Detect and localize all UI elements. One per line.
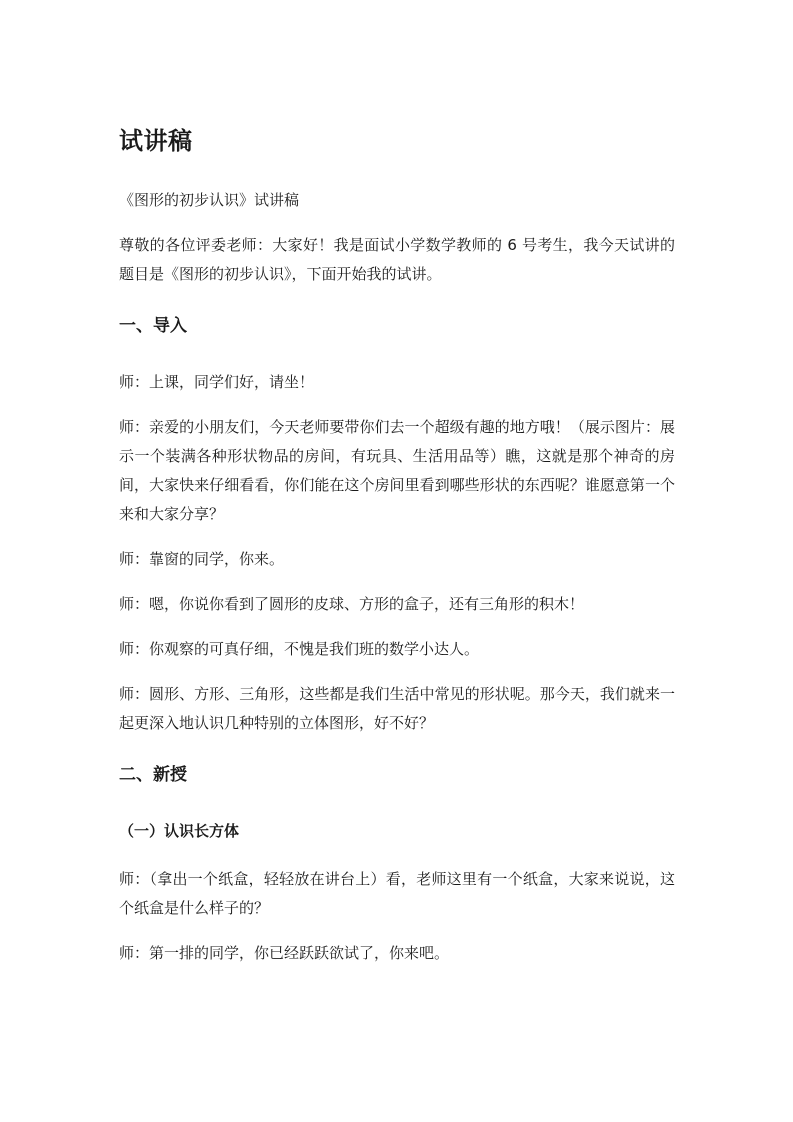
paragraph: 师：上课，同学们好，请坐！ <box>119 373 315 391</box>
section-heading-intro: 一、导入 <box>119 316 187 336</box>
paragraph: 师：亲爱的小朋友们，今天老师要带你们去一个超级有趣的地方哦！（展示图片：展示一个装满各种形状物品的房间，有玩具、生活用品等）瞧，这就是那个神奇的房间，大家快来仔细看看，你们能在这个房间里看到哪些形状的东西呢？谁愿意第一个来和大家分享？ <box>119 418 675 523</box>
paragraph: 师：第一排的同学，你已经跃跃欲试了，你来吧。 <box>119 944 450 962</box>
paragraph: 师：圆形、方形、三角形，这些都是我们生活中常见的形状呢。那今天，我们就来一起更深入地认识几种特别的立体图形，好不好？ <box>119 685 675 732</box>
paragraph: 师：你观察的可真仔细，不愧是我们班的数学小达人。 <box>119 640 480 658</box>
section-heading-new-lesson: 二、新授 <box>119 765 187 785</box>
paragraph: 师：嗯，你说你看到了圆形的皮球、方形的盒子，还有三角形的积木！ <box>119 595 585 613</box>
document-body <box>119 124 675 984</box>
document-title: 试讲稿 <box>119 127 193 155</box>
intro-paragraph: 尊敬的各位评委老师：大家好！我是面试小学数学教师的 6 号考生，我今天试讲的题目是《图形的初步认识》，下面开始我的试讲。 <box>119 236 675 283</box>
paragraph: 师：靠窗的同学，你来。 <box>119 550 285 568</box>
paragraph: 师：（拿出一个纸盒，轻轻放在讲台上）看，老师这里有一个纸盒，大家来说说，这个纸盒是什么样子的？ <box>119 870 675 917</box>
subsection-heading-cuboid: （一）认识长方体 <box>119 822 240 840</box>
document-subtitle: 《图形的初步认识》试讲稿 <box>119 191 300 209</box>
